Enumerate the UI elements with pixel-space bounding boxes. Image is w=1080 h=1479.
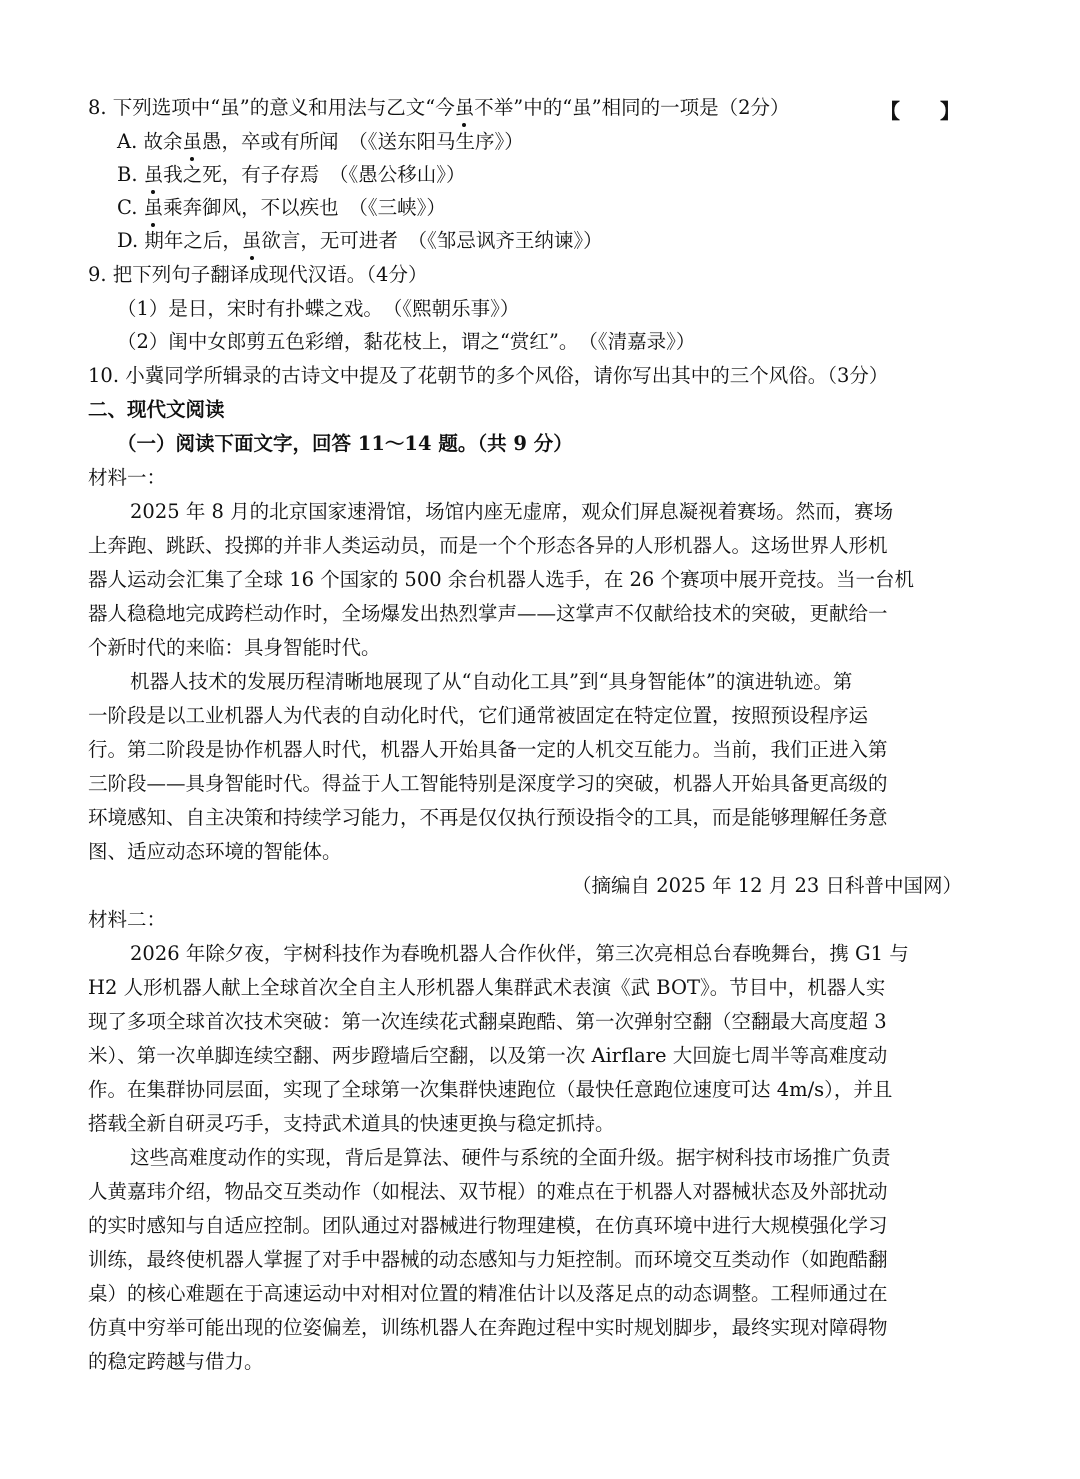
q8-stem-pre: 8. 下列选项中“虽”的意义和用法与乙文“今: [88, 96, 455, 119]
q9-stem: 9. 把下列句子翻译成现代汉语。（4分）: [88, 263, 428, 286]
material2-label: 材料二：: [88, 908, 167, 931]
material2-line: 现了多项全球首次技术突破：第一次连续花式翻桌跑酷、第一次弹射空翻（空翻最大高度超 3: [88, 1010, 887, 1033]
material1-line: 个新时代的来临：具身智能时代。: [88, 636, 381, 659]
q8-option-a: A. 故余虽愚，卒或有所闻 （《送东阳马生序》）: [117, 130, 524, 153]
material2-line: 搭载全新自研灵巧手，支持武术道具的快速更换与稳定抓持。: [88, 1112, 615, 1135]
material2-line: 桌）的核心难题在于高速运动中对相对位置的精准估计以及落足点的动态调整。工程师通过在: [88, 1282, 888, 1305]
material2-line: 训练，最终使机器人掌握了对手中器械的动态感知与力矩控制。而环境交互类动作（如跑酷翻: [88, 1248, 888, 1271]
material2-line: 这些高难度动作的实现，背后是算法、硬件与系统的全面升级。据宇树科技市场推广负责: [130, 1146, 891, 1169]
section-subtitle: （一）阅读下面文字，回答 11～14 题。（共 9 分）: [117, 432, 573, 455]
q8-option-b: B. 虽我之死，有子存焉 （《愚公移山》）: [117, 163, 466, 186]
material2-line: 人黄嘉玮介绍，物品交互类动作（如棍法、双节棍）的难点在于机器人对器械状态及外部扰动: [88, 1180, 888, 1203]
q8-stem-post: 不举”中的“虽”相同的一项是（2分）: [474, 96, 790, 119]
material2-line: 作。在集群协同层面，实现了全球第一次集群快速跑位（最快任意跑位速度可达 4m/s），并且: [88, 1078, 893, 1101]
q8-stem-dotted-char: 虽: [454, 96, 475, 119]
q9-item-2: （2）闺中女郎剪五色彩缯，黏花枝上，谓之“赏红”。 （《清嘉录》）: [117, 330, 696, 353]
q8-option-d: D. 期年之后，虽欲言，无可进者 （《邹忌讽齐王纳谏》）: [117, 229, 603, 252]
material2-line: 米）、第一次单脚连续空翻、两步蹬墙后空翻，以及第一次 Airflare 大回旋七周半等高难度动: [88, 1044, 888, 1067]
material1-line: 行。第二阶段是协作机器人时代，机器人开始具备一定的人机交互能力。当前，我们正进入第: [88, 738, 888, 761]
q8-option-c: C. 虽乘奔御风，不以疾也 （《三峡》）: [117, 196, 446, 219]
material1-label: 材料一：: [88, 466, 167, 489]
material1-line: 上奔跑、跳跃、投掷的并非人类运动员，而是一个个形态各异的人形机器人。这场世界人形机: [88, 534, 888, 557]
q9-item-1: （1）是日，宋时有扑蝶之戏。 （《熙朝乐事》）: [117, 297, 520, 320]
q10-stem: 10. 小冀同学所辑录的古诗文中提及了花朝节的多个风俗，请你写出其中的三个风俗。（3分）: [88, 364, 889, 387]
material2-line: H2 人形机器人献上全球首次全自主人形机器人集群武术表演《武 BOT》。节目中，机器人实: [88, 976, 886, 999]
material1-line: 一阶段是以工业机器人为代表的自动化时代，它们通常被固定在特定位置，按照预设程序运: [88, 704, 869, 727]
answer-bracket-close: 】: [940, 99, 960, 123]
material1-line: 环境感知、自主决策和持续学习能力，不再是仅仅执行预设指令的工具，而是能够理解任务意: [88, 806, 888, 829]
material1-line: 器人稳稳地完成跨栏动作时，全场爆发出热烈掌声——这掌声不仅献给技术的突破，更献给一: [88, 602, 888, 625]
material2-line: 2026 年除夕夜，宇树科技作为春晚机器人合作伙伴，第三次亮相总台春晚舞台，携 G1 与: [130, 942, 909, 965]
material1-line: 三阶段——具身智能时代。得益于人工智能特别是深度学习的突破，机器人开始具备更高级的: [88, 772, 888, 795]
material1-line: 器人运动会汇集了全球 16 个国家的 500 余台机器人选手，在 26 个赛项中展开竞技。当一台机: [88, 568, 915, 591]
material2-line: 的稳定跨越与借力。: [88, 1350, 264, 1373]
section-title: 二、现代文阅读: [88, 398, 225, 421]
material2-line: 的实时感知与自适应控制。团队通过对器械进行物理建模，在仿真环境中进行大规模强化学习: [88, 1214, 888, 1237]
material1-line: 机器人技术的发展历程清晰地展现了从“自动化工具”到“具身智能体”的演进轨迹。第: [130, 670, 853, 693]
material2-line: 仿真中穷举可能出现的位姿偏差，训练机器人在奔跑过程中实时规划脚步，最终实现对障碍物: [88, 1316, 888, 1339]
q8-stem: [88, 95, 790, 121]
material1-source: （摘编自 2025 年 12 月 23 日科普中国网）: [572, 874, 962, 897]
answer-bracket-open: 【: [880, 99, 900, 123]
material1-line: 图、适应动态环境的智能体。: [88, 840, 342, 863]
material1-line: 2025 年 8 月的北京国家速滑馆，场馆内座无虚席，观众们屏息凝视着赛场。然而，赛场: [130, 500, 894, 523]
